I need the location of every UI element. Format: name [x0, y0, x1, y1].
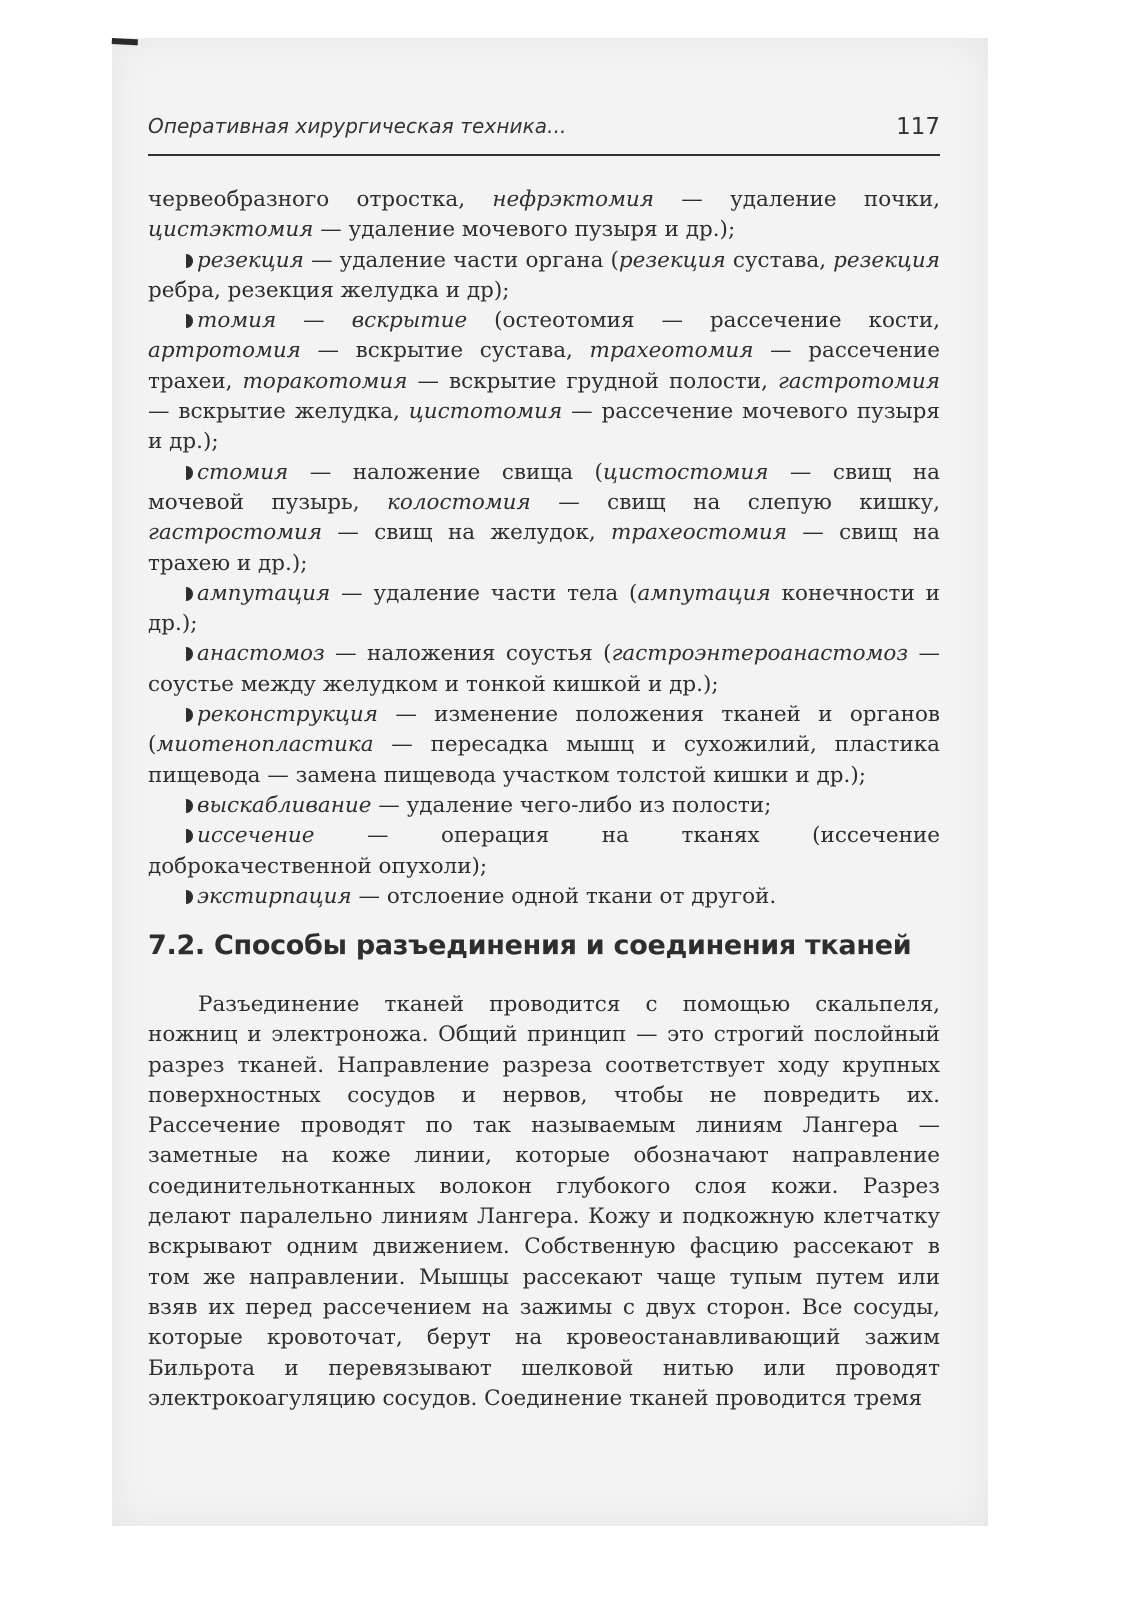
term: иссечение [197, 823, 315, 849]
list-item-resection [148, 246, 940, 307]
text: — удаление чего-либо из полости; [371, 792, 772, 818]
term: гастротомия [777, 368, 940, 394]
term: гастростомия [148, 520, 323, 546]
term: реконструкция [197, 702, 379, 728]
term: стомия [197, 459, 289, 485]
term: томия — вскрытие [197, 308, 468, 334]
list-continuation [148, 185, 940, 246]
bullet-icon [186, 587, 193, 601]
bullet-icon [186, 466, 193, 480]
term: резекция [618, 247, 726, 273]
section-heading: 7.2. Способы разъединения и соединения тканей [148, 930, 912, 961]
page-number: 117 [896, 114, 940, 140]
list-item-stomy [148, 458, 940, 579]
bullet-icon [186, 314, 193, 328]
term: резекция [833, 247, 941, 273]
term: гастроэнтероанастомоз [611, 641, 909, 667]
text: — удаление части тела ( [330, 580, 638, 606]
text: — вскрытие сустава, [300, 338, 590, 364]
list-item-extirpation [148, 882, 940, 912]
list-item-tomy [148, 306, 940, 457]
text: сустава, [725, 247, 834, 273]
bullet-icon [186, 254, 193, 268]
bullet-icon [186, 829, 193, 843]
section-paragraph: Разъединение тканей проводится с помощью скальпеля, ножниц и электроножа. Общий принцип — это строгий послойный разрез тканей. Направление разреза соответствует ходу крупных поверхностных сосудов и нервов, чтобы не повредить их. Рассечение проводят по так называемым линиям Лангера — заметные на коже линии, которые обозначают направление соединительнотканных волокон глубокого слоя кожи. Разрез делают паралельно линиям Лангера. Кожу и подкожную клетчатку вскрывают одним движением. Собственную фасцию рассекают в том же направлении. Мышцы рассекают чаще тупым путем или взяв их перед рассечением на зажимы с двух сторон. Все сосуды, которые кровоточат, берут на кровеостанавливающий зажим Бильрота и перевязывают шелковой нитью или проводят электрокоагуляцию сосудов. Соединение тканей проводится тремя [148, 992, 940, 1411]
page-header [148, 114, 940, 156]
text: — наложение свища ( [288, 459, 603, 485]
text: — соустье между желудком и тонкой кишкой и др.); [148, 641, 940, 697]
text: — наложения соустья ( [324, 641, 612, 667]
list-item-reconstruction [148, 700, 940, 791]
term: торакотомия [242, 368, 408, 394]
term: колостомия [387, 489, 531, 515]
text: конечности и др.); [148, 580, 940, 637]
term: анастомоз [197, 641, 325, 667]
text: ребра, резекция желудка и др); [148, 277, 510, 303]
term: цистэктомия [148, 217, 314, 243]
term: миотенопластика [156, 732, 374, 758]
text: — пересадка мышц и сухожилий, пластика пищевода — замена пищевода участком толстой кишки и др.); [148, 732, 940, 788]
term: цистотомия [408, 399, 563, 425]
text: — операция на тканях (иссечение доброкачественной опухоли); [148, 823, 940, 879]
list-item-scraping [148, 791, 940, 821]
term-list [148, 185, 940, 912]
text: — свищ на желудок, [322, 520, 611, 546]
text: — свищ на слепую кишку, [530, 489, 940, 515]
text: — отслоение одной ткани от другой. [351, 883, 777, 909]
term: ампутация [197, 580, 331, 606]
bullet-icon [186, 799, 193, 813]
bullet-icon [186, 890, 193, 904]
text: — удаление почки, [654, 187, 940, 212]
list-item-excision [148, 821, 940, 882]
text: — вскрытие грудной полости, [407, 368, 778, 394]
term: ампутация [637, 580, 771, 606]
list-item-anastomosis [148, 639, 940, 700]
scan-edge-mark [112, 38, 138, 45]
text: — рассечение трахеи, [148, 338, 940, 394]
term: трахеотомия [589, 338, 754, 364]
term: цистостомия [602, 459, 769, 485]
text: (остеотомия — рассечение кости, [467, 308, 940, 334]
running-title: Оперативная хирургическая техника... [148, 114, 567, 138]
text: — изменение положения тканей и органов ( [148, 702, 940, 758]
text: — удаление мочевого пузыря и др.); [313, 217, 736, 243]
text: — рассечение мочевого пузыря и др.); [148, 399, 940, 455]
term: нефрэктомия [492, 187, 654, 212]
term: выскабливание [197, 792, 372, 818]
text: — свищ на мочевой пузырь, [148, 459, 940, 515]
text: — вскрытие желудка, [148, 399, 409, 425]
term: резекция [197, 247, 304, 273]
bullet-icon [186, 708, 193, 722]
text: — удаление части органа ( [303, 247, 619, 273]
bullet-icon [186, 647, 193, 661]
list-item-amputation [148, 579, 940, 640]
term: экстирпация [197, 883, 352, 909]
term: артротомия [148, 338, 301, 364]
term: трахеостомия [610, 520, 787, 546]
text: — свищ на трахею и др.); [148, 520, 940, 576]
text: червеобразного отростка, [148, 187, 493, 212]
